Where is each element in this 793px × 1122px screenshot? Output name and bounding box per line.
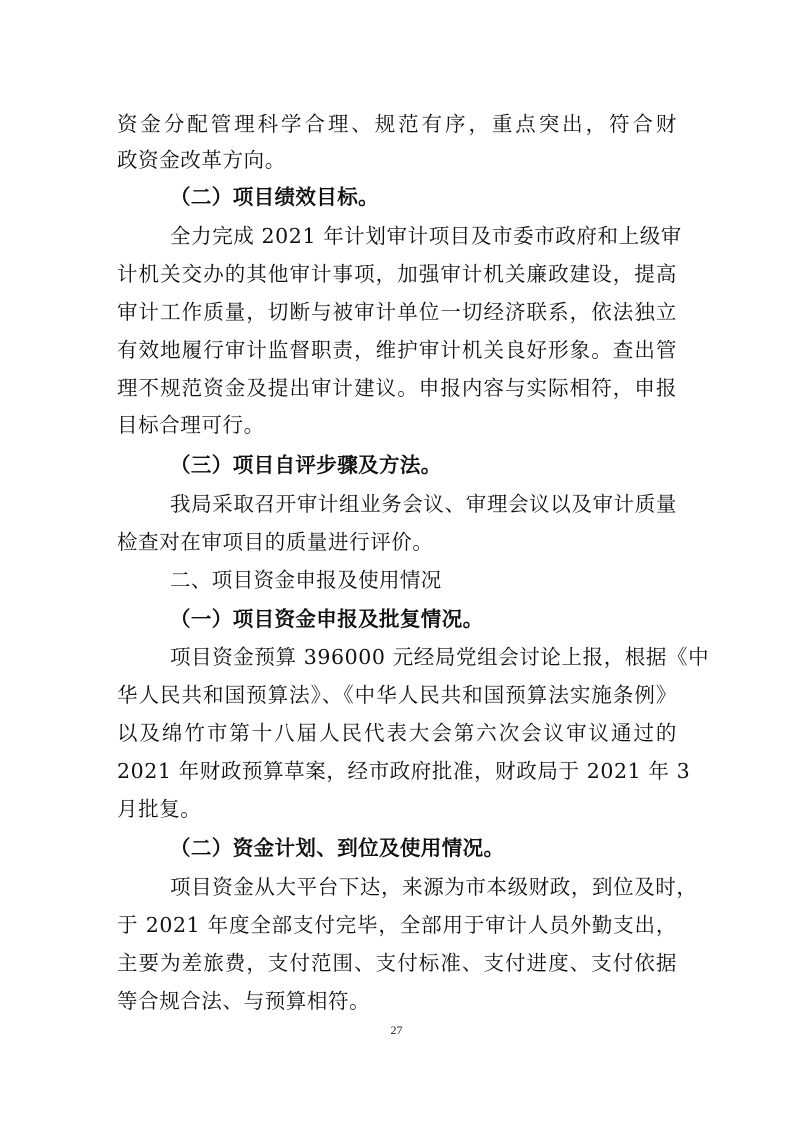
paragraph-line: 华人民共和国预算法》、《中华人民共和国预算法实施条例》: [117, 683, 677, 707]
paragraph-line: 政资金改革方向。: [117, 148, 286, 172]
paragraph-line: 以及绵竹市第十八届人民代表大会第六次会议审议通过的: [117, 721, 677, 745]
paragraph-line: 资金分配管理科学合理、规范有序，重点突出，符合财: [117, 112, 677, 136]
paragraph-line: 项目资金从大平台下达，来源为市本级财政，到位及时，: [170, 875, 698, 899]
paragraph-line: 主要为差旅费，支付范围、支付标准、支付进度、支付依据: [117, 951, 677, 975]
paragraph-line: 于 2021 年度全部支付完毕，全部用于审计人员外勤支出，: [117, 913, 677, 937]
paragraph-line: 理不规范资金及提出审计建议。申报内容与实际相符，申报: [117, 376, 677, 400]
paragraph-line: 审计工作质量，切断与被审计单位一切经济联系，依法独立: [117, 300, 677, 324]
paragraph-line: 我局采取召开审计组业务会议、审理会议以及审计质量: [170, 492, 677, 516]
paragraph-line: 全力完成 2021 年计划审计项目及市委市政府和上级审: [170, 224, 682, 248]
section-heading: （三）项目自评步骤及方法。: [170, 453, 442, 477]
section-heading: （二）资金计划、到位及使用情况。: [170, 836, 505, 860]
paragraph-line: 检查对在审项目的质量进行评价。: [117, 530, 434, 554]
page-number: 27: [390, 1023, 403, 1037]
paragraph-line: 项目资金预算 396000 元经局党组会讨论上报，根据《中: [170, 645, 710, 669]
paragraph-line: 计机关交办的其他审计事项，加强审计机关廉政建设，提高: [117, 262, 677, 286]
section-heading: （二）项目绩效目标。: [170, 185, 379, 209]
paragraph-line: 目标合理可行。: [117, 413, 265, 437]
paragraph-line: 2021 年财政预算草案，经市政府批准，财政局于 2021 年 3: [117, 759, 691, 783]
section-heading: （一）项目资金申报及批复情况。: [170, 607, 484, 631]
paragraph-line: 等合规合法、与预算相符。: [117, 989, 371, 1013]
chapter-heading: 二、项目资金申报及使用情况: [170, 568, 442, 592]
paragraph-line: 有效地履行审计监督职责，维护审计机关良好形象。查出管: [117, 338, 677, 362]
paragraph-line: 月批复。: [117, 797, 202, 821]
